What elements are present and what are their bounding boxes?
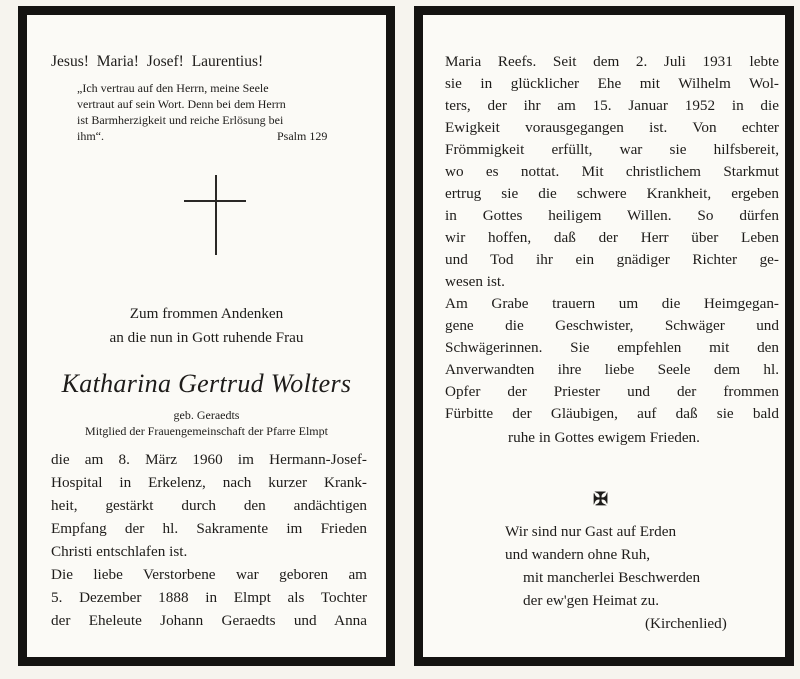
obituary-line-5: Christi entschlafen ist.	[51, 543, 188, 560]
obituary-line-7: 5. Dezember 1888 in Elmpt als Tochter	[51, 589, 367, 606]
poem-line-1: Wir sind nur Gast auf Erden	[505, 523, 677, 540]
bio-line-2: sie in glücklicher Ehe mit Wilhelm Wol-	[445, 75, 779, 92]
bio-line-4: Ewigkeit vorausgegangen ist. Von echter	[445, 119, 779, 136]
bio-line-16: Opfer der Priester und der frommen	[445, 383, 779, 400]
bio-line-8: in Gottes heiligem Willen. So dürfen	[445, 207, 779, 224]
maiden-name: geb. Geraedts	[173, 408, 240, 422]
bio-line-17: Fürbitte der Gläubigen, auf daß sie bald	[445, 405, 779, 422]
poem-source: (Kirchenlied)	[645, 615, 727, 632]
bio-line-13: gene die Geschwister, Schwäger und	[445, 317, 779, 334]
left-card-panel	[18, 6, 395, 666]
quote-line-2: vertraut auf sein Wort. Denn bei dem Herrn	[77, 97, 286, 111]
memorial-line-1: Zum frommen Andenken	[129, 305, 284, 322]
obituary-line-1: die am 8. März 1960 im Hermann-Josef-	[51, 451, 367, 468]
bio-line-10: und Tod ihr ein gnädiger Richter ge-	[445, 251, 779, 268]
bio-line-12: Am Grabe trauern um die Heimgegan-	[445, 295, 779, 312]
deceased-name: Katharina Gertrud Wolters	[61, 369, 352, 398]
memorial-line-2: an die nun in Gott ruhende Frau	[109, 329, 304, 346]
bio-line-1: Maria Reefs. Seit dem 2. Juli 1931 lebte	[445, 53, 779, 70]
bio-line-15: Anverwandten ihre liebe Seele dem hl.	[445, 361, 779, 378]
right-card-panel	[414, 6, 794, 666]
maltese-cross-icon: ✠	[593, 489, 609, 509]
quote-line-3: ist Barmherzigkeit und reiche Erlösung bei	[77, 113, 284, 127]
poem-line-2: und wandern ohne Ruh,	[505, 546, 651, 563]
poem-line-4: der ew'gen Heimat zu.	[523, 592, 659, 609]
obituary-line-4: Empfang der hl. Sakramente im Frieden	[51, 520, 367, 537]
poem-line-3: mit mancherlei Beschwerden	[523, 569, 701, 586]
bio-line-5: Frömmigkeit erfüllt, war sie hilfsbereit,	[445, 141, 779, 158]
bio-line-14: Schwägerinnen. Sie empfehlen mit den	[445, 339, 779, 356]
obituary-line-6: Die liebe Verstorbene war geboren am	[51, 566, 367, 583]
bio-line-9: wir hoffen, daß der Herr über Leben	[445, 229, 779, 246]
quote-source: Psalm 129	[277, 129, 328, 143]
obituary-line-3: heit, gestärkt durch den andächtigen	[51, 497, 367, 514]
membership-line: Mitglied der Frauengemeinschaft der Pfarre Elmpt	[85, 424, 328, 438]
bio-line-11: wesen ist.	[445, 273, 505, 290]
obituary-line-2: Hospital in Erkelenz, nach kurzer Krank-	[51, 474, 367, 491]
obituary-line-8: der Eheleute Johann Geraedts und Anna	[51, 612, 367, 629]
bio-line-18: ruhe in Gottes ewigem Frieden.	[508, 429, 700, 446]
quote-line-4: ihm“.	[77, 129, 104, 143]
bio-line-7: ertrug sie die schwere Krankheit, ergeben	[445, 185, 779, 202]
bio-line-3: ters, der ihr am 15. Januar 1952 in die	[445, 97, 779, 114]
bio-line-6: wo es nottat. Mit christlichem Starkmut	[445, 163, 779, 180]
holy-names: Jesus! Maria! Josef! Laurentius!	[51, 53, 264, 70]
quote-line-1: „Ich vertrau auf den Herrn, meine Seele	[77, 81, 269, 95]
